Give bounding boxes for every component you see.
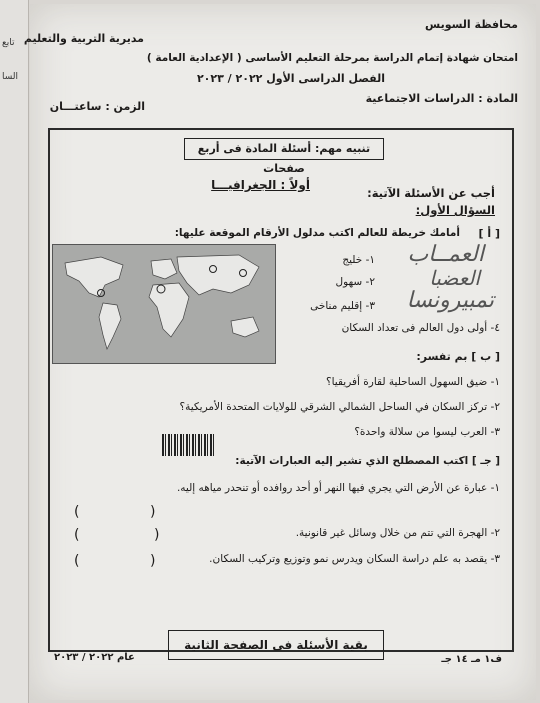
part-b-item: ١- ضيق السهول الساحلية لقارة أفريقيا؟: [326, 376, 500, 388]
answer-blank: ): [150, 553, 156, 569]
handwritten-answer: العضبا: [429, 266, 480, 290]
part-a-item: ٢- سهول: [335, 276, 375, 288]
question-1-title: السؤال الأول:: [415, 203, 495, 217]
instructions: أجب عن الأسئلة الآتية:: [367, 186, 495, 200]
subject: المادة : الدراسات الاجتماعية: [365, 92, 518, 105]
answer-blank: (: [74, 504, 80, 520]
answer-blank: ): [150, 504, 156, 520]
strip-fragment: السا: [2, 72, 19, 82]
part-a-item: ٣- إقليم مناخى: [310, 300, 375, 312]
answer-blank: (: [74, 553, 80, 569]
barcode: [162, 434, 216, 456]
previous-page-strip: [0, 0, 29, 703]
part-a-prompt: أمامك خريطة للعالم اكتب مدلول الأرقام الموقعة عليها:: [174, 227, 460, 239]
term: الفصل الدراسى الأول ٢٠٢٢ / ٢٠٢٣: [196, 72, 385, 85]
part-a-label: [ أ ]: [478, 227, 500, 240]
notice-box: تنبيه مهم: أسئلة المادة فى أربع صفحات: [184, 138, 384, 160]
part-c-item: ١- عبارة عن الأرض التي يجري فيها النهر أو أحد روافده أو تنحدر مياهه إليه.: [176, 482, 500, 494]
part-b-item: ٢- تركز السكان في الساحل الشمالي الشرقي للولايات المتحدة الأمريكية؟: [179, 401, 500, 413]
strip-fragment: تابع: [2, 38, 15, 48]
exam-time: الزمن : ساعتـــان: [49, 100, 145, 113]
part-a-item: ٤- أولى دول العالم فى تعداد السكان: [341, 322, 500, 334]
footer-year: عام ٢٠٢٢ / ٢٠٢٣: [54, 652, 135, 663]
world-map-drawing: [53, 245, 275, 363]
continue-box: بقية الأسئلة فى الصفحة الثانية: [168, 630, 384, 660]
part-c-item: ٢- الهجرة التي تتم من خلال وسائل غير قانونية.: [295, 527, 500, 539]
exam-title: امتحان شهادة إتمام الدراسة بمرحلة التعليم الأساسى ( الإعدادية العامة ): [146, 52, 518, 64]
part-c-item: ٣- يقصد به علم دراسة السكان ويدرس نمو وتوزيع وتركيب السكان.: [209, 553, 500, 565]
handwritten-answer: تمبيرونسا: [406, 288, 494, 313]
handwritten-answer: العمــاب: [407, 242, 484, 267]
section-title: أولاً : الجغرافيـــا: [211, 178, 310, 192]
governorate: محافظة السويس: [425, 18, 518, 31]
part-b-item: ٣- العرب ليسوا من سلالة واحدة؟: [354, 426, 500, 438]
part-c-label: [ جـ ] اكتب المصطلح الذي تشير إليه العبارات الآتية:: [235, 455, 500, 467]
part-b-label: [ ب ] بم تفسر:: [416, 350, 500, 363]
answer-blank: ): [154, 527, 160, 543]
directorate: مديرية التربية والتعليم: [23, 32, 144, 45]
world-map: [52, 244, 276, 364]
answer-blank: (: [74, 527, 80, 543]
part-a-item: ١- خليج: [342, 254, 375, 266]
page-code: ف١ مـ ١٤ جـ: [441, 654, 502, 665]
